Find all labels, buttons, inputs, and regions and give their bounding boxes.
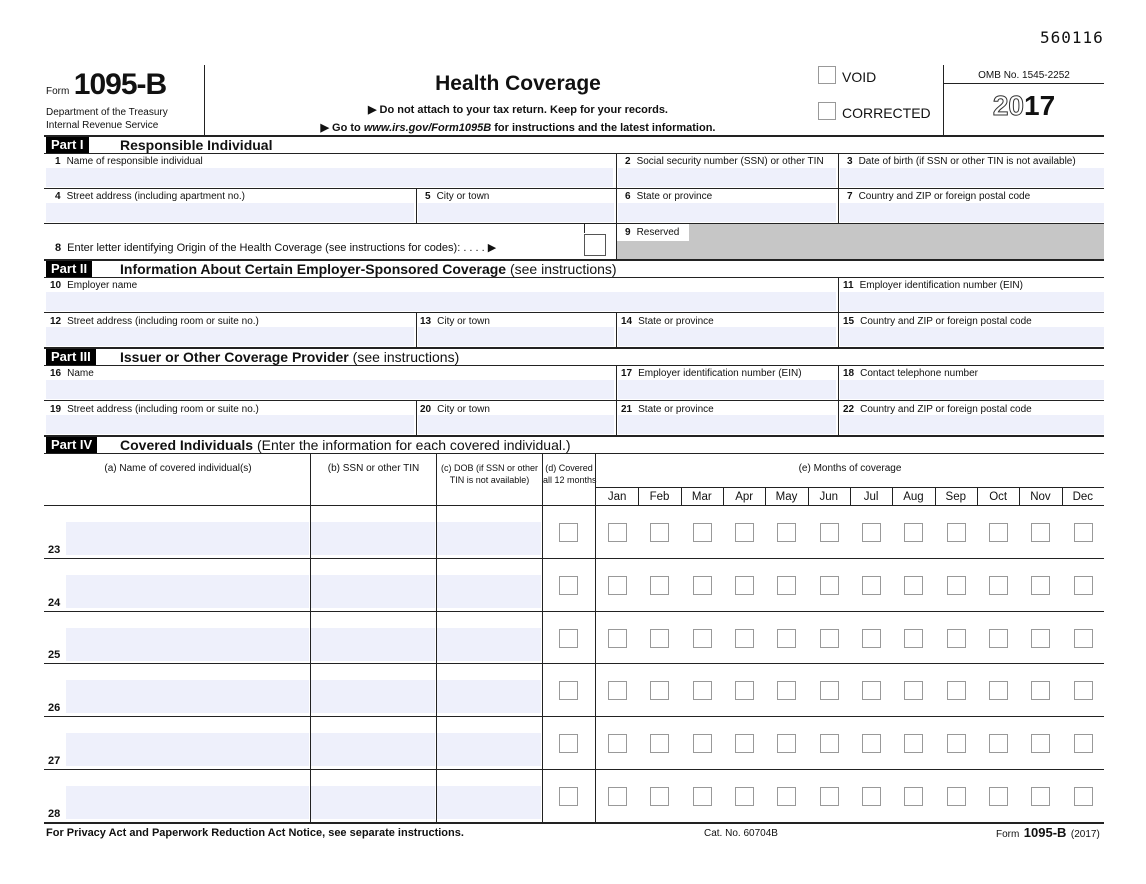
month-checkbox-oct[interactable] <box>989 734 1008 753</box>
field4-label: 4 Street address (including apartment no.) <box>55 191 245 202</box>
month-checkbox-feb[interactable] <box>650 576 669 595</box>
instr2-prefix: ▶ Go to <box>320 122 364 134</box>
covered-dob-input[interactable] <box>437 680 541 713</box>
instr2-suffix: for instructions and the latest information. <box>491 122 716 134</box>
month-header-aug: Aug <box>903 491 924 503</box>
employer-city-input[interactable] <box>418 327 614 346</box>
month-checkbox-oct[interactable] <box>989 576 1008 595</box>
provider-country-zip-input[interactable] <box>840 415 1104 434</box>
month-checkbox-jul[interactable] <box>862 681 881 700</box>
month-checkbox-aug[interactable] <box>904 576 923 595</box>
provider-ein-input[interactable] <box>618 380 836 399</box>
month-checkbox-dec[interactable] <box>1074 523 1093 542</box>
employer-state-input[interactable] <box>618 327 836 346</box>
month-checkbox-aug[interactable] <box>904 523 923 542</box>
part3-title-suffix: (see instructions) <box>352 349 460 365</box>
tax-year <box>944 90 1104 122</box>
month-header-jul: Jul <box>863 491 879 503</box>
form-number: 1095-B <box>73 68 167 101</box>
instruction-line2 <box>218 121 818 134</box>
month-checkbox-nov[interactable] <box>1031 681 1050 700</box>
field21-label: 21 State or province <box>621 404 714 415</box>
country-zip-input[interactable] <box>840 203 1104 222</box>
col-a-header: (a) Name of covered individual(s) <box>104 463 252 474</box>
covered-all-12-months-checkbox[interactable] <box>559 523 578 542</box>
month-checkbox-sep[interactable] <box>947 681 966 700</box>
field17-label: 17 Employer identification number (EIN) <box>621 368 802 379</box>
origin-code-box[interactable] <box>584 234 606 256</box>
covered-ssn-input[interactable] <box>311 575 435 608</box>
covered-dob-input[interactable] <box>437 522 541 555</box>
part1-badge: Part I <box>46 137 89 153</box>
month-checkbox-jan[interactable] <box>608 734 627 753</box>
covered-ssn-input[interactable] <box>311 680 435 713</box>
covered-all-12-months-checkbox[interactable] <box>559 787 578 806</box>
month-header-nov: Nov <box>1030 491 1051 503</box>
covered-dob-input[interactable] <box>437 733 541 766</box>
month-checkbox-dec[interactable] <box>1074 681 1093 700</box>
month-checkbox-may[interactable] <box>777 523 796 542</box>
month-checkbox-jun[interactable] <box>820 629 839 648</box>
covered-ssn-input[interactable] <box>311 628 435 661</box>
corrected-checkbox[interactable] <box>818 102 836 120</box>
field5-label: 5 City or town <box>425 191 490 202</box>
provider-city-input[interactable] <box>418 415 614 434</box>
month-checkbox-nov[interactable] <box>1031 576 1050 595</box>
field19-label: 19 Street address (including room or suite no.) <box>50 404 259 415</box>
part2-title-text: Information About Certain Employer-Sponsored Coverage <box>120 261 507 277</box>
field18-label: 18 Contact telephone number <box>843 368 978 379</box>
part4-title <box>120 437 571 453</box>
month-header-apr: Apr <box>735 491 754 503</box>
month-checkbox-apr[interactable] <box>735 787 754 806</box>
field16-label: 16 Name <box>50 368 94 379</box>
covered-dob-input[interactable] <box>437 575 541 608</box>
row-number: 23 <box>48 543 61 556</box>
catalog-number: Cat. No. 60704B <box>704 828 778 839</box>
month-checkbox-may[interactable] <box>777 629 796 648</box>
covered-all-12-months-checkbox[interactable] <box>559 629 578 648</box>
employer-ein-input[interactable] <box>840 292 1104 311</box>
form-prefix: Form <box>46 86 70 97</box>
void-label: VOID <box>842 69 877 85</box>
city-input[interactable] <box>418 203 614 222</box>
month-checkbox-jul[interactable] <box>862 787 881 806</box>
month-checkbox-may[interactable] <box>777 681 796 700</box>
row-number: 26 <box>48 702 61 715</box>
month-header-mar: Mar <box>691 491 712 503</box>
tax-year-prefix: 20 <box>992 90 1024 121</box>
field7-label: 7 Country and ZIP or foreign postal code <box>847 191 1031 202</box>
month-header-dec: Dec <box>1072 491 1094 503</box>
provider-phone-input[interactable] <box>840 380 1104 399</box>
covered-ssn-input[interactable] <box>311 733 435 766</box>
omb-number: OMB No. 1545-2252 <box>978 70 1070 81</box>
state-input[interactable] <box>618 203 836 222</box>
corrected-label: CORRECTED <box>842 105 931 121</box>
part3-title-text: Issuer or Other Coverage Provider <box>120 349 349 365</box>
covered-dob-input[interactable] <box>437 628 541 661</box>
month-checkbox-feb[interactable] <box>650 787 669 806</box>
month-checkbox-feb[interactable] <box>650 523 669 542</box>
month-checkbox-jun[interactable] <box>820 734 839 753</box>
field3-label: 3 Date of birth (if SSN or other TIN is not available) <box>847 156 1076 167</box>
part1-title <box>120 137 272 153</box>
covered-all-12-months-checkbox[interactable] <box>559 576 578 595</box>
month-checkbox-jan[interactable] <box>608 681 627 700</box>
provider-street-input[interactable] <box>46 415 414 434</box>
month-checkbox-aug[interactable] <box>904 629 923 648</box>
month-header-jan: Jan <box>607 491 627 503</box>
month-checkbox-jun[interactable] <box>820 787 839 806</box>
covered-name-input[interactable] <box>66 522 309 555</box>
month-checkbox-mar[interactable] <box>693 681 712 700</box>
part4-title-text: Covered Individuals <box>120 437 254 453</box>
department-line1: Department of the Treasury <box>46 107 168 118</box>
col-c-header-2: TIN is not available) <box>449 475 530 485</box>
month-checkbox-aug[interactable] <box>904 734 923 753</box>
month-checkbox-jan[interactable] <box>608 787 627 806</box>
document-id: 560116 <box>1040 28 1104 47</box>
field11-label: 11 Employer identification number (EIN) <box>843 280 1023 291</box>
row-number: 24 <box>48 596 61 609</box>
month-checkbox-sep[interactable] <box>947 787 966 806</box>
field12-label: 12 Street address (including room or suite no.) <box>50 316 259 327</box>
col-e-header: (e) Months of coverage <box>798 463 902 474</box>
row-number: 27 <box>48 755 61 767</box>
month-checkbox-mar[interactable] <box>693 734 712 753</box>
field14-label: 14 State or province <box>621 316 714 327</box>
month-checkbox-sep[interactable] <box>947 523 966 542</box>
col-b-header: (b) SSN or other TIN <box>327 463 420 474</box>
month-checkbox-jul[interactable] <box>862 629 881 648</box>
month-header-feb: Feb <box>649 491 670 503</box>
part2-title-suffix: (see instructions) <box>509 261 617 277</box>
employer-name-input[interactable] <box>46 292 836 311</box>
footer-form-year: (2017) <box>1070 829 1100 840</box>
month-checkbox-mar[interactable] <box>693 523 712 542</box>
tax-year-suffix: 17 <box>1024 90 1056 121</box>
month-checkbox-dec[interactable] <box>1074 734 1093 753</box>
month-checkbox-jun[interactable] <box>820 681 839 700</box>
department-line2: Internal Revenue Service <box>46 120 159 131</box>
street-address-input[interactable] <box>46 203 414 222</box>
month-checkbox-nov[interactable] <box>1031 629 1050 648</box>
part4-badge: Part IV <box>46 437 97 453</box>
covered-all-12-months-checkbox[interactable] <box>559 734 578 753</box>
dob-input[interactable] <box>840 168 1104 187</box>
privacy-notice: For Privacy Act and Paperwork Reduction Act Notice, see separate instructions. <box>46 827 464 839</box>
month-header-jun: Jun <box>819 491 839 503</box>
part3-badge: Part III <box>46 349 96 365</box>
month-checkbox-dec[interactable] <box>1074 629 1093 648</box>
covered-all-12-months-checkbox[interactable] <box>559 681 578 700</box>
footer-form-prefix: Form <box>996 829 1020 840</box>
month-checkbox-aug[interactable] <box>904 681 923 700</box>
part4-title-suffix: (Enter the information for each covered individual.) <box>256 437 571 453</box>
col-c-header-1: (c) DOB (if SSN or other <box>440 463 539 473</box>
month-checkbox-jan[interactable] <box>608 576 627 595</box>
footer-form-id <box>996 824 1100 842</box>
employer-country-zip-input[interactable] <box>840 327 1104 346</box>
employer-street-input[interactable] <box>46 327 414 346</box>
form-title: Health Coverage <box>435 72 601 95</box>
row-number: 25 <box>48 649 61 662</box>
field13-label: 13 City or town <box>420 316 490 327</box>
reserved-lower-shade <box>617 241 689 259</box>
part2-badge: Part II <box>46 261 92 277</box>
covered-dob-input[interactable] <box>437 786 541 819</box>
month-checkbox-sep[interactable] <box>947 629 966 648</box>
month-checkbox-apr[interactable] <box>735 523 754 542</box>
month-checkbox-apr[interactable] <box>735 576 754 595</box>
field20-label: 20 City or town <box>420 404 490 415</box>
month-checkbox-jan[interactable] <box>608 523 627 542</box>
form-label <box>46 68 166 102</box>
covered-name-input[interactable] <box>66 786 309 819</box>
month-checkbox-oct[interactable] <box>989 523 1008 542</box>
provider-name-input[interactable] <box>46 380 614 399</box>
ssn-input[interactable] <box>618 168 836 187</box>
month-checkbox-aug[interactable] <box>904 787 923 806</box>
field8-label: 8 Enter letter identifying Origin of the Health Coverage (see instructions for codes): . . . . ▶ <box>55 242 497 254</box>
part2-title <box>120 261 617 277</box>
provider-state-input[interactable] <box>618 415 836 434</box>
covered-ssn-input[interactable] <box>311 786 435 819</box>
month-header-oct: Oct <box>989 491 1008 503</box>
covered-name-input[interactable] <box>66 575 309 608</box>
field6-label: 6 State or province <box>625 191 713 202</box>
footer-form-number: 1095-B <box>1023 825 1067 840</box>
month-checkbox-jul[interactable] <box>862 576 881 595</box>
covered-name-input[interactable] <box>66 628 309 661</box>
instruction-line1: ▶ Do not attach to your tax return. Keep for your records. <box>367 104 668 116</box>
month-checkbox-jul[interactable] <box>862 734 881 753</box>
month-checkbox-nov[interactable] <box>1031 523 1050 542</box>
month-checkbox-nov[interactable] <box>1031 787 1050 806</box>
field15-label: 15 Country and ZIP or foreign postal code <box>843 316 1032 327</box>
field9-label: 9 Reserved <box>625 227 680 238</box>
void-checkbox[interactable] <box>818 66 836 84</box>
field22-label: 22 Country and ZIP or foreign postal code <box>843 404 1032 415</box>
row-number: 28 <box>48 807 61 820</box>
month-checkbox-may[interactable] <box>777 787 796 806</box>
month-checkbox-mar[interactable] <box>693 576 712 595</box>
instr2-url[interactable]: www.irs.gov/Form1095B <box>363 122 492 134</box>
month-checkbox-feb[interactable] <box>650 681 669 700</box>
covered-name-input[interactable] <box>66 733 309 766</box>
month-checkbox-mar[interactable] <box>693 787 712 806</box>
month-checkbox-jun[interactable] <box>820 523 839 542</box>
col-d-header-2: all 12 months <box>543 475 597 485</box>
field10-label: 10 Employer name <box>50 280 138 291</box>
month-checkbox-oct[interactable] <box>989 681 1008 700</box>
responsible-name-input[interactable] <box>46 168 613 187</box>
part3-title <box>120 349 459 365</box>
col-d-header-1: (d) Covered <box>545 463 593 473</box>
month-checkbox-sep[interactable] <box>947 576 966 595</box>
month-checkbox-jan[interactable] <box>608 629 627 648</box>
month-checkbox-apr[interactable] <box>735 629 754 648</box>
month-checkbox-feb[interactable] <box>650 734 669 753</box>
month-checkbox-dec[interactable] <box>1074 576 1093 595</box>
month-checkbox-mar[interactable] <box>693 629 712 648</box>
month-checkbox-jun[interactable] <box>820 576 839 595</box>
month-checkbox-oct[interactable] <box>989 787 1008 806</box>
field1-label: 1 Name of responsible individual <box>55 156 203 167</box>
month-checkbox-feb[interactable] <box>650 629 669 648</box>
month-checkbox-apr[interactable] <box>735 681 754 700</box>
covered-ssn-input[interactable] <box>311 522 435 555</box>
month-checkbox-oct[interactable] <box>989 629 1008 648</box>
month-header-sep: Sep <box>945 491 967 503</box>
field2-label: 2 Social security number (SSN) or other TIN <box>625 156 824 167</box>
part1-title-text: Responsible Individual <box>120 137 273 153</box>
month-checkbox-jul[interactable] <box>862 523 881 542</box>
month-checkbox-apr[interactable] <box>735 734 754 753</box>
month-header-may: May <box>775 491 798 503</box>
month-checkbox-may[interactable] <box>777 734 796 753</box>
month-checkbox-nov[interactable] <box>1031 734 1050 753</box>
month-checkbox-may[interactable] <box>777 576 796 595</box>
month-checkbox-dec[interactable] <box>1074 787 1093 806</box>
reserved-shaded-area <box>689 224 1104 259</box>
covered-name-input[interactable] <box>66 680 309 713</box>
month-checkbox-sep[interactable] <box>947 734 966 753</box>
